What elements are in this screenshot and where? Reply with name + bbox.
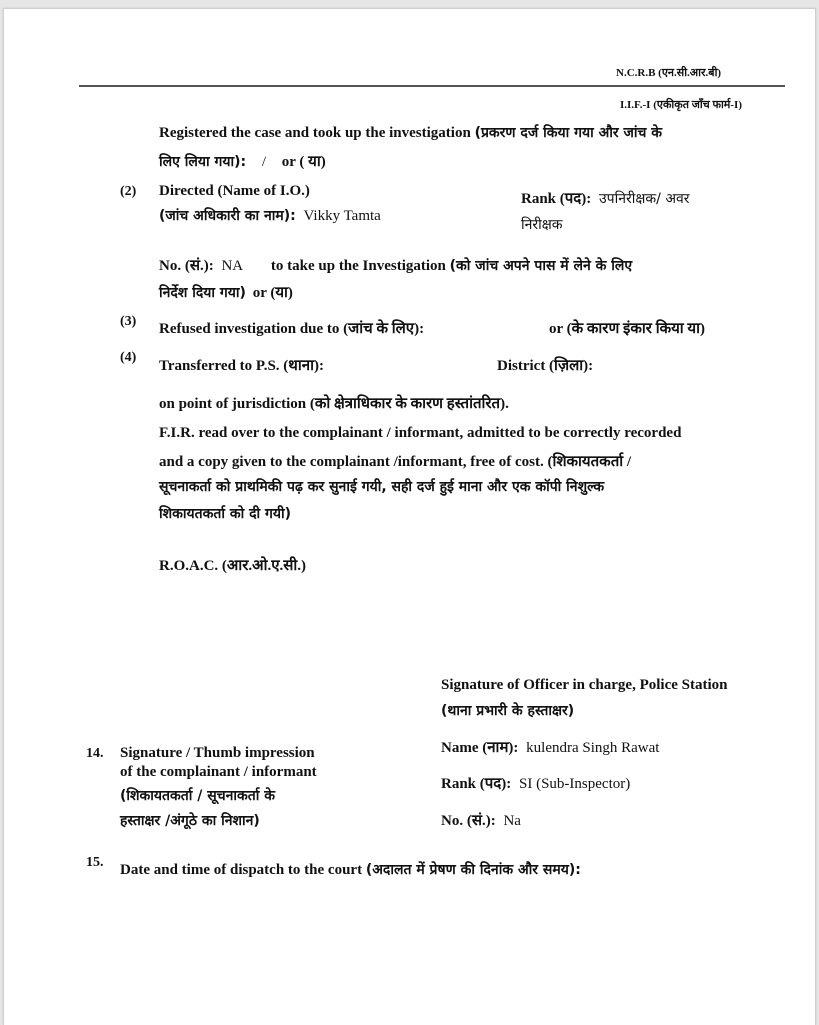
registered-or: or ( या): [281, 154, 326, 170]
header-rule: [79, 85, 785, 87]
item14-line4: हस्ताक्षर /अंगूठे का निशान): [120, 813, 260, 829]
item3-number: (3): [120, 314, 137, 329]
officer-name-label: Name (नाम):: [441, 740, 519, 756]
item2-number: (2): [120, 184, 137, 199]
jurisdiction-text: on point of jurisdiction (को क्षेत्राधिकार के कारण हस्तांतरित).: [159, 396, 509, 412]
fir-read-line3: सूचनाकर्ता को प्राथमिकी पढ़ कर सुनाई गयी, सही दर्ज हुई माना और एक कॉपी निशुल्क: [159, 479, 605, 495]
officer-no-label: No. (सं.):: [441, 813, 496, 829]
item14-line1: Signature / Thumb impression: [120, 745, 315, 761]
item4-number: (4): [120, 350, 137, 365]
officer-signature-label: Signature of Officer in charge, Police Station: [441, 677, 728, 693]
officer-no-row: [441, 810, 521, 830]
registered-hi: (प्रकरण दर्ज किया गया और जांच के: [474, 125, 663, 141]
io-no-label: No. (सं.):: [159, 258, 214, 274]
registered-hi2: लिए लिया गया):: [159, 154, 247, 170]
item14-line2: of the complainant / informant: [120, 764, 317, 780]
fir-read-line2: and a copy given to the complainant /informant, free of cost. (शिकायतकर्ता /: [159, 454, 632, 470]
take-up-or: or (या): [252, 285, 293, 301]
io-rank-value-2: निरीक्षक: [521, 217, 563, 233]
refused-or: or (के कारण इंकार किया या): [549, 321, 706, 337]
take-up-row2: [159, 282, 293, 302]
io-rank-label: Rank (पद):: [521, 191, 592, 207]
registered-line2: [159, 151, 326, 171]
directed-label: Directed (Name of I.O.): [159, 183, 310, 199]
officer-name-row: [441, 737, 659, 757]
officer-no-value: Na: [503, 813, 521, 829]
district-label: District (ज़िला):: [497, 358, 594, 374]
officer-name-value: kulendra Singh Rawat: [526, 740, 660, 756]
registered-sep: /: [261, 154, 267, 170]
refused-label: Refused investigation due to (जांच के लिए):: [159, 321, 425, 337]
registered-line1: [159, 123, 662, 142]
officer-rank-row: [441, 773, 630, 793]
fir-read-line1: F.I.R. read over to the complainant / informant, admitted to be correctly recorded: [159, 425, 682, 441]
roac-label: R.O.A.C. (आर.ओ.ए.सी.): [159, 558, 307, 574]
io-rank-row: [521, 188, 690, 208]
officer-rank-value: SI (Sub-Inspector): [519, 776, 631, 792]
io-name-label: (जांच अधिकारी का नाम):: [159, 208, 296, 224]
io-name-value: Vikky Tamta: [303, 208, 381, 224]
transferred-label: Transferred to P.S. (थाना):: [159, 358, 324, 374]
item15-row: [120, 860, 581, 879]
io-name-row: [159, 206, 381, 225]
item15-number: 15.: [86, 855, 104, 870]
io-rank-value: उपनिरीक्षक/ अवर: [599, 191, 690, 207]
officer-signature-label-hi: (थाना प्रभारी के हस्ताक्षर): [441, 703, 575, 719]
registered-en: Registered the case and took up the investigation: [159, 125, 471, 141]
io-no-row: [159, 255, 632, 275]
take-up-en: to take up the Investigation: [270, 258, 446, 274]
item15-label-hi: (अदालत में प्रेषण की दिनांक और समय):: [365, 862, 581, 878]
io-no-value: NA: [221, 258, 244, 274]
document-page: [3, 8, 816, 1025]
ncrb-header: N.C.R.B (एन.सी.आर.बी): [616, 67, 722, 79]
take-up-hi: (को जांच अपने पास में लेने के लिए: [449, 258, 633, 274]
item15-label-en: Date and time of dispatch to the court: [120, 862, 363, 878]
take-up-hi2: निर्देश दिया गया): [159, 285, 246, 301]
form-id: I.I.F.-I (एकीकृत जाँच फार्म-I): [620, 99, 742, 111]
fir-read-line4: शिकायतकर्ता को दी गयी): [159, 506, 292, 522]
officer-rank-label: Rank (पद):: [441, 776, 512, 792]
item14-line3: (शिकायतकर्ता / सूचनाकर्ता के: [120, 788, 275, 804]
item14-number: 14.: [86, 746, 104, 761]
